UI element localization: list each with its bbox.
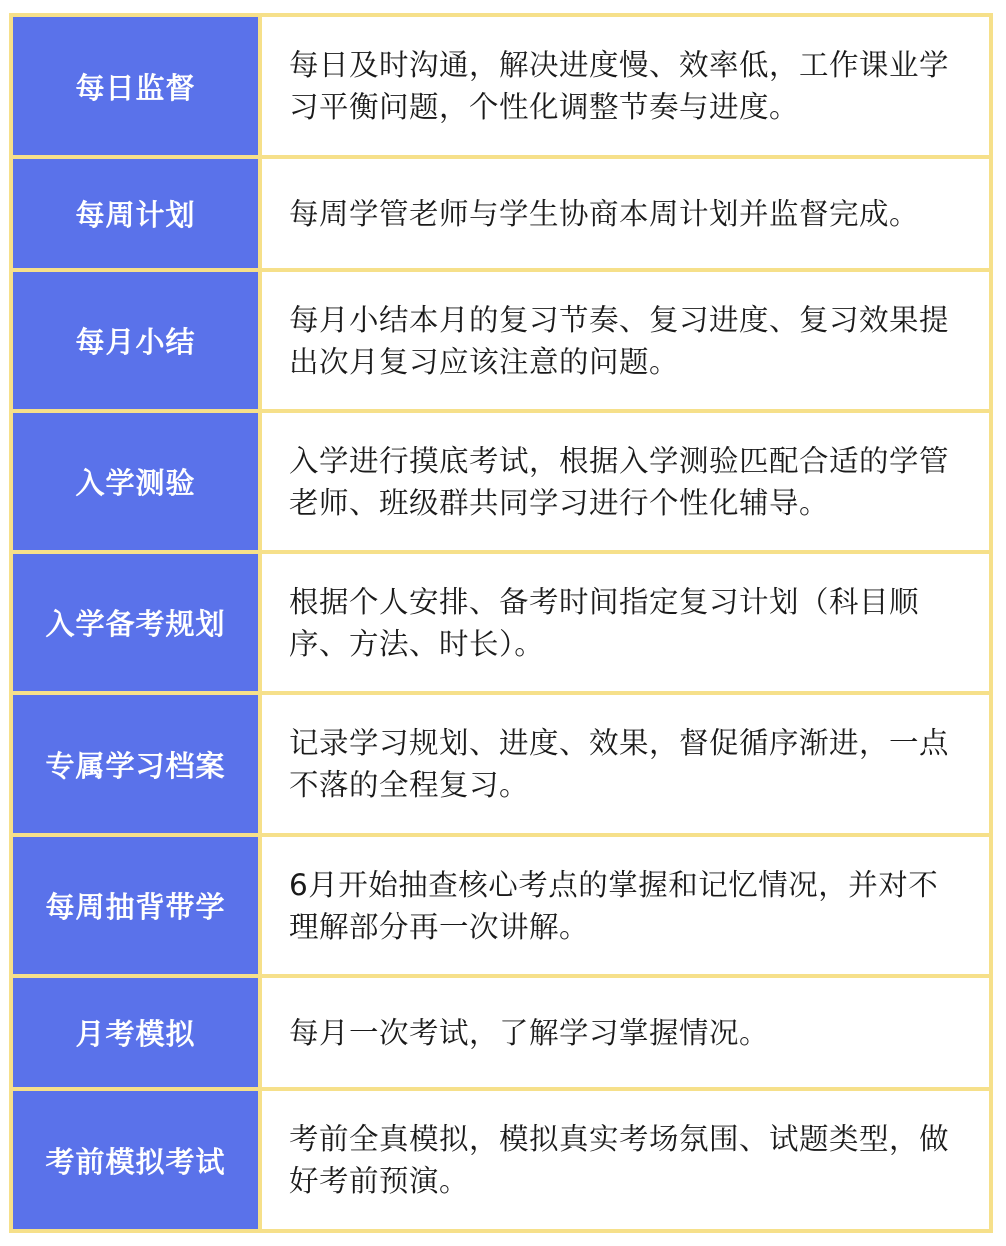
row-label-cell [13, 1091, 258, 1229]
row-description: 考前全真模拟，模拟真实考场氛围、试题类型，做好考前预演。 [289, 1122, 950, 1198]
table-row [9, 1087, 993, 1233]
row-description: 每周学管老师与学生协商本周计划并监督完成。 [289, 196, 920, 231]
row-description-cell [262, 272, 989, 409]
row-label-cell [13, 17, 258, 155]
row-label: 每周抽背带学 [45, 890, 226, 924]
row-description-cell [262, 554, 989, 691]
row-label: 入学测验 [75, 466, 196, 500]
row-description: 每月小结本月的复习节奏、复习进度、复习效果提出次月复习应该注意的问题。 [289, 302, 950, 379]
row-label: 考前模拟考试 [45, 1144, 226, 1179]
service-table [9, 13, 993, 1233]
row-label-cell [13, 554, 258, 691]
row-label: 每周计划 [75, 198, 196, 232]
row-description-cell [262, 695, 989, 833]
row-description: 每月一次考试，了解学习掌握情况。 [289, 1015, 770, 1050]
table-row [9, 974, 993, 1087]
row-label-cell [13, 413, 258, 550]
row-description: 6月开始抽查核心考点的掌握和记忆情况，并对不理解部分再一次讲解。 [289, 867, 939, 944]
row-label-cell [13, 695, 258, 833]
table-row [9, 155, 993, 268]
table-row [9, 833, 993, 974]
row-label: 入学备考规划 [45, 607, 226, 641]
row-description: 根据个人安排、备考时间指定复习计划（科目顺序、方法、时长）。 [289, 584, 920, 661]
table-row [9, 409, 993, 550]
row-label: 每月小结 [75, 325, 196, 359]
row-description: 记录学习规划、进度、效果，督促循序渐进，一点不落的全程复习。 [289, 726, 950, 802]
row-description-cell [262, 17, 989, 155]
row-description-cell [262, 413, 989, 550]
row-description: 每日及时沟通，解决进度慢、效率低，工作课业学习平衡问题，个性化调整节奏与进度。 [289, 48, 950, 124]
row-description-cell [262, 837, 989, 974]
row-description-cell [262, 1091, 989, 1229]
row-label-cell [13, 272, 258, 409]
row-label-cell [13, 159, 258, 268]
row-label: 月考模拟 [75, 1017, 196, 1051]
row-label-cell [13, 837, 258, 974]
table-row [9, 550, 993, 691]
row-label: 专属学习档案 [45, 748, 226, 783]
row-description-cell [262, 159, 989, 268]
row-label: 每日监督 [75, 70, 196, 105]
table-row [9, 268, 993, 409]
row-description-cell [262, 978, 989, 1087]
table-row [9, 13, 993, 155]
row-description: 入学进行摸底考试，根据入学测验匹配合适的学管老师、班级群共同学习进行个性化辅导。 [289, 443, 950, 520]
table-row [9, 691, 993, 833]
row-label-cell [13, 978, 258, 1087]
